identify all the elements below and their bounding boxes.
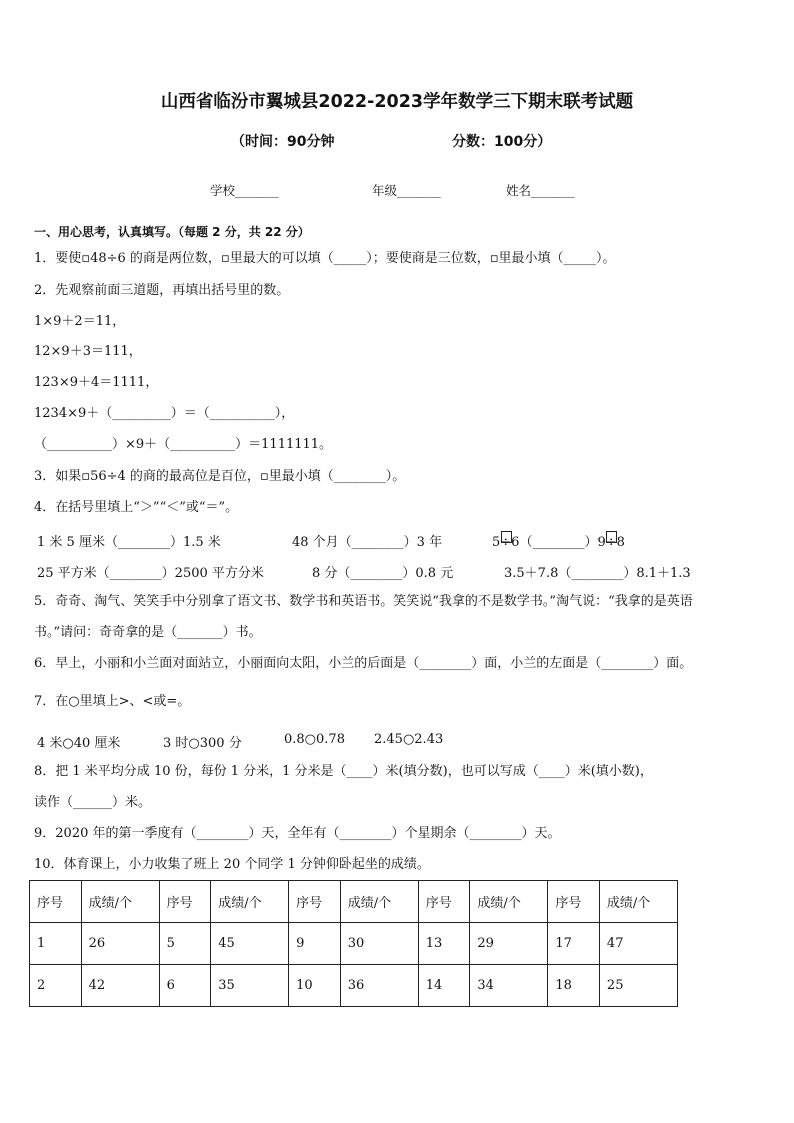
table-header-cell: 序号 [289,881,341,923]
digit: 5 [492,535,501,550]
question-10: 10．体育课上，小力收集了班上 20 个同学 1 分钟仰卧起坐的成绩。 [34,857,430,872]
compare-item: 8 分（________）0.8 元 [312,566,454,581]
question-6: 6．早上，小丽和小兰面对面站立，小丽面向太阳，小兰的后面是（________）面，小兰的左面是（________）面。 [34,656,693,671]
question-1: 1．要使▫48÷6 的商是两位数，▫里最大的可以填（_____）；要使商是三位数，▫里最小填（_____）。 [34,251,616,266]
table-cell: 9 [289,923,341,965]
table-cell: 6 [159,965,211,1007]
question-2-intro: 2．先观察前面三道题，再填出括号里的数。 [34,283,290,298]
table-header-cell: 成绩/个 [340,881,418,923]
table-header-cell: 序号 [159,881,211,923]
question-7-row [0,732,794,750]
scores-table [29,880,678,1007]
compare-item: 48 个月（________）3 年 [292,535,443,550]
table-cell: 10 [289,965,341,1007]
divisor: ÷6 [500,535,520,550]
question-4-intro: 4．在括号里填上“＞”“＜”或“＝”。 [34,500,239,515]
question-9: 9．2020 年的第一季度有（________）天，全年有（________）个星期余（________）天。 [34,826,561,841]
table-cell: 36 [340,965,418,1007]
table-cell: 35 [211,965,289,1007]
compare-item: 1 米 5 厘米（________）1.5 米 [37,535,221,550]
grade-field[interactable]: 年级_______ [372,183,441,198]
page-title: 山西省临汾市翼城县2022-2023学年数学三下期末联考试题 [160,92,634,112]
section-heading: 一、用心思考，认真填写。（每题 2 分，共 22 分） [34,225,310,239]
compare-item: 25 平方米（________）2500 平方分米 [37,566,264,581]
table-header-cell: 序号 [30,881,82,923]
table-cell: 26 [81,923,159,965]
table-cell: 34 [470,965,548,1007]
question-2-fill-line: 1234×9＋（_________）＝（__________）， [34,406,295,421]
exam-score: 分数：100分） [452,134,552,150]
table-cell: 2 [30,965,82,1007]
blank-box-icon [501,531,512,543]
table-cell: 47 [599,923,677,965]
table-cell: 5 [159,923,211,965]
question-8-line: 读作（______）米。 [34,795,152,810]
table-cell: 17 [548,923,600,965]
table-header-cell: 序号 [418,881,470,923]
question-5-line: 书。”请问：奇奇拿的是（_______）书。 [34,625,262,640]
table-row [30,965,678,1007]
question-2-fill-line: （__________）×9＋（__________）＝1111111。 [34,437,333,452]
question-4-row [0,562,794,580]
table-header-row [30,881,678,923]
table-cell: 13 [418,923,470,965]
table-cell: 18 [548,965,600,1007]
compare-item: 0.8○0.78 [284,732,345,747]
school-field[interactable]: 学校_______ [210,183,279,198]
compare-item [492,531,625,550]
table-cell: 14 [418,965,470,1007]
question-5-line: 5．奇奇、淘气、笑笑手中分别拿了语文书、数学书和英语书。笑笑说“我拿的不是数学书。”淘气说：“我拿的是英语 [34,594,693,609]
compare-item: 3 时○300 分 [163,736,242,751]
divisor: ÷8 [605,535,625,550]
question-2-line: 123×9＋4＝1111， [34,375,159,390]
name-field[interactable]: 姓名_______ [506,183,575,198]
question-7-intro: 7．在○里填上>、<或=。 [34,694,191,709]
exam-time: （时间：90分钟 [231,134,335,150]
table-header-cell: 成绩/个 [211,881,289,923]
compare-item: 4 米○40 厘米 [37,736,121,751]
table-cell: 25 [599,965,677,1007]
table-cell: 45 [211,923,289,965]
compare-blank: （________）9 [519,535,606,550]
blank-box-icon [606,531,617,543]
compare-item: 3.5＋7.8（________）8.1＋1.3 [504,566,691,581]
exam-meta [0,131,794,151]
table-cell: 42 [81,965,159,1007]
table-row [30,923,678,965]
table-header-cell: 序号 [548,881,600,923]
table-header-cell: 成绩/个 [81,881,159,923]
table-cell: 29 [470,923,548,965]
question-2-line: 12×9＋3＝111， [34,344,142,359]
question-8-line: 8．把 1 米平均分成 10 份，每份 1 分米，1 分米是（____）米(填分数)，也可以写成（____）米(填小数)， [34,764,653,779]
question-2-line: 1×9＋2＝11， [34,314,126,329]
table-header-cell: 成绩/个 [599,881,677,923]
question-4-row [0,531,794,549]
table-header-cell: 成绩/个 [470,881,548,923]
table-cell: 1 [30,923,82,965]
question-3: 3．如果▫56÷4 的商的最高位是百位，▫里最小填（________）。 [34,469,406,484]
table-cell: 30 [340,923,418,965]
compare-item: 2.45○2.43 [374,732,444,747]
